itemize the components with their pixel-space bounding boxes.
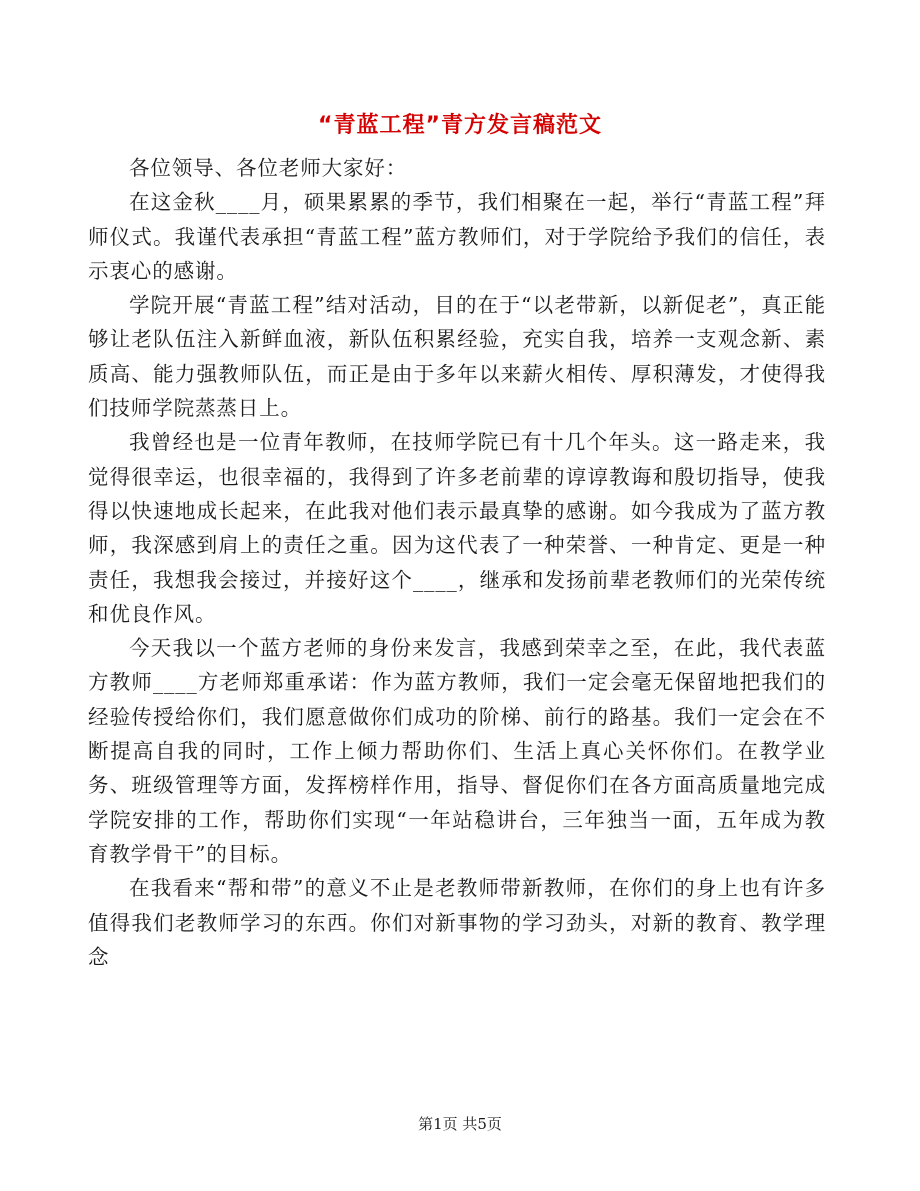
page-number: 第1页 共5页: [418, 1115, 502, 1133]
paragraph: 今天我以一个蓝方老师的身份来发言，我感到荣幸之至，在此，我代表蓝方教师____方老师郑重承诺：作为蓝方教师，我们一定会毫无保留地把我们的经验传授给你们，我们愿意做你们成功的阶梯、前行的路基。我们一定会在不断提高自我的同时，工作上倾力帮助你们、生活上真心关怀你们。在教学业务、班级管理等方面，发挥榜样作用，指导、督促你们在各方面高质量地完成学院安排的工作，帮助你们实现“一年站稳讲台，三年独当一面，五年成为教育教学骨干”的目标。: [88, 636, 826, 866]
document-title: “青蓝工程”青方发言稿范文: [318, 113, 602, 138]
paragraph: 学院开展“青蓝工程”结对活动，目的在于“以老带新，以新促老”，真正能够让老队伍注入新鲜血液，新队伍积累经验，充实自我，培养一支观念新、素质高、能力强教师队伍，而正是由于多年以来薪火相传、厚积薄发，才使得我们技师学院蒸蒸日上。: [88, 293, 826, 421]
paragraph-greeting: 各位领导、各位老师大家好：: [129, 156, 408, 180]
document-body: [88, 151, 826, 974]
paragraph: 我曾经也是一位青年教师，在技师学院已有十几个年头。这一路走来，我觉得很幸运，也很幸福的，我得到了许多老前辈的谆谆教诲和殷切指导，使我得以快速地成长起来，在此我对他们表示最真挚的感谢。如今我成为了蓝方教师，我深感到肩上的责任之重。因为这代表了一种荣誉、一种肯定、更是一种责任，我想我会接过，并接好这个____，继承和发扬前辈老教师们的光荣传统和优良作风。: [88, 430, 826, 626]
paragraph: 在我看来“帮和带”的意义不止是老教师带新教师，在你们的身上也有许多值得我们老教师学习的东西。你们对新事物的学习劲头，对新的教育、教学理念: [88, 876, 826, 969]
paragraph: 在这金秋____月，硕果累累的季节，我们相聚在一起，举行“青蓝工程”拜师仪式。我谨代表承担“青蓝工程”蓝方教师们，对于学院给予我们的信任，表示衷心的感谢。: [88, 190, 826, 283]
